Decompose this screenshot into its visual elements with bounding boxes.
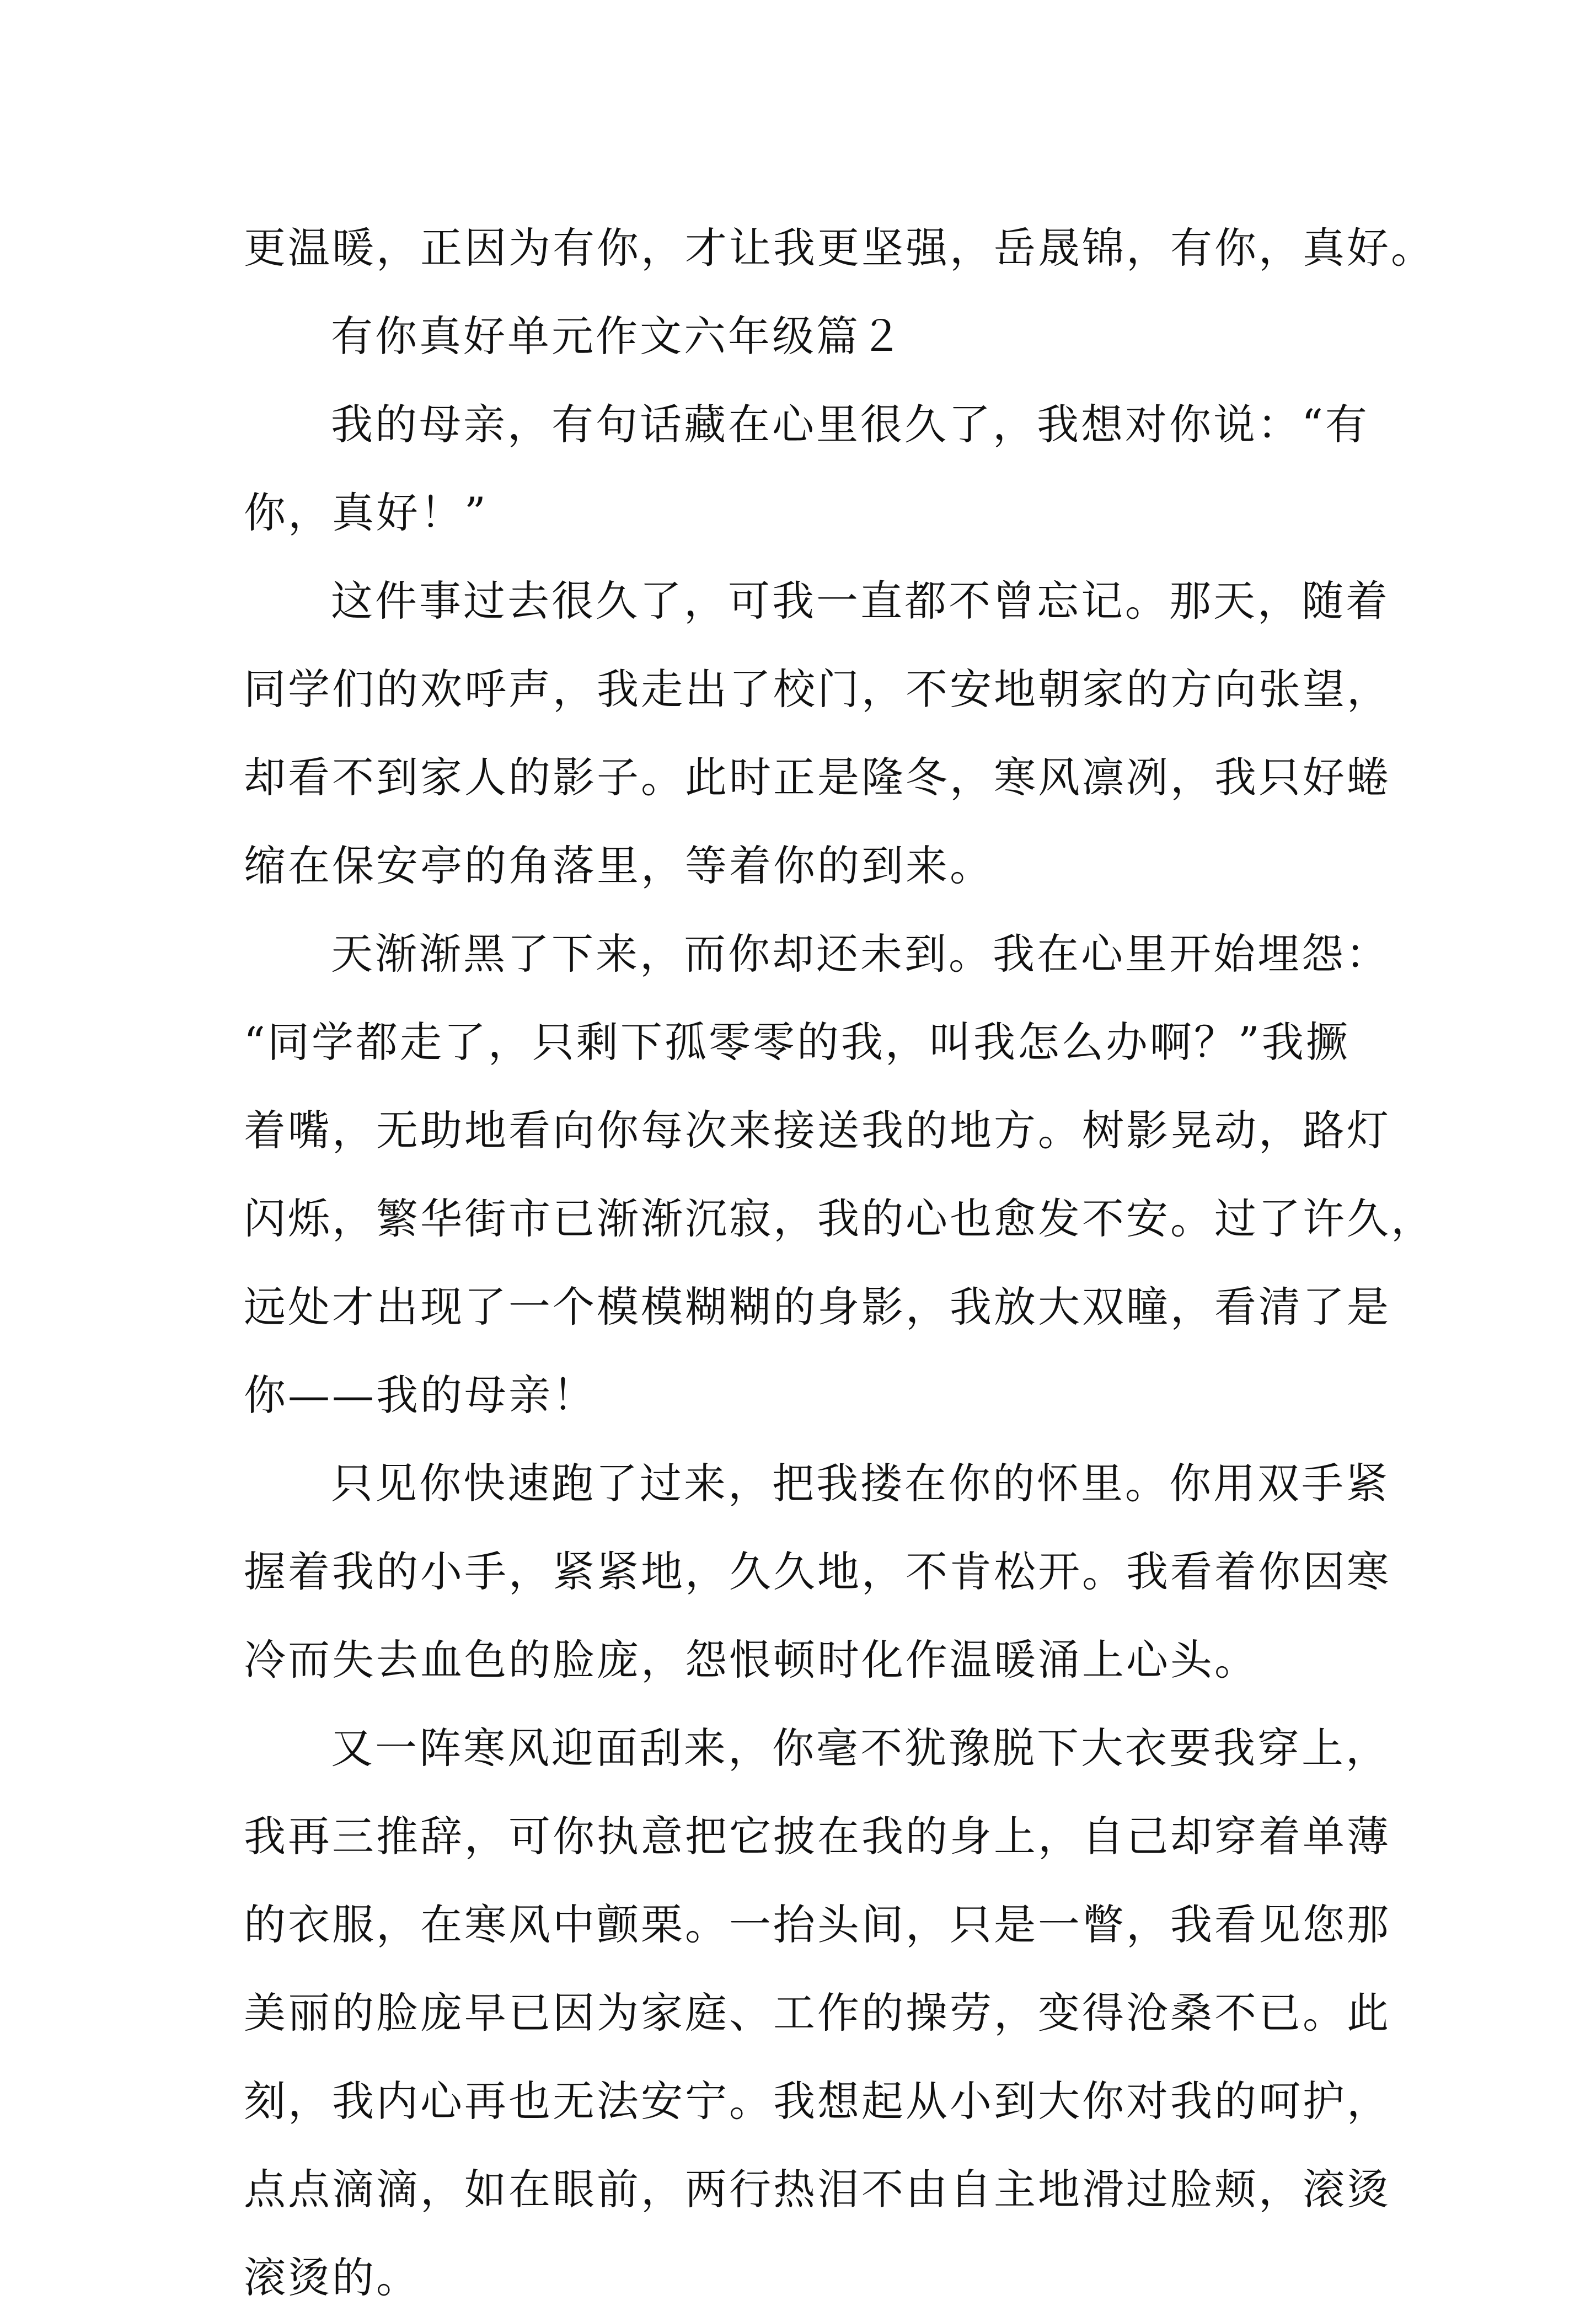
text-line: 闪烁，繁华街市已渐渐沉寂，我的心也愈发不安。过了许久，	[244, 1194, 1435, 1243]
text-line: 我再三推辞，可你执意把它披在我的身上，自己却穿着单薄	[244, 1812, 1391, 1861]
section-heading: 有你真好单元作文六年级篇２	[331, 312, 904, 361]
text-line: 远处才出现了一个模模糊糊的身影，我放大双瞳，看清了是	[244, 1282, 1391, 1331]
text-line: 同学们的欢呼声，我走出了校门，不安地朝家的方向张望，	[244, 665, 1391, 714]
text-line: 却看不到家人的影子。此时正是隆冬，寒风凛冽，我只好蜷	[244, 753, 1391, 802]
text-line: 握着我的小手，紧紧地，久久地，不肯松开。我看着你因寒	[244, 1547, 1391, 1596]
text-line: 你——我的母亲！	[244, 1371, 597, 1420]
text-line: 的衣服，在寒风中颤栗。一抬头间，只是一瞥，我看见您那	[244, 1900, 1391, 1949]
text-line: 缩在保安亭的角落里，等着你的到来。	[244, 841, 994, 890]
text-line: 更温暖，正因为有你，才让我更坚强，岳晟锦，有你，真好。	[244, 223, 1435, 272]
text-line: 着嘴，无助地看向你每次来接送我的地方。树影晃动，路灯	[244, 1106, 1391, 1155]
text-line: 刻，我内心再也无法安宁。我想起从小到大你对我的呵护，	[244, 2077, 1391, 2126]
document-body	[244, 204, 1435, 2322]
text-line: 只见你快速跑了过来，把我搂在你的怀里。你用双手紧	[331, 1459, 1390, 1508]
text-line: 你，真好！”	[244, 488, 488, 537]
text-line: 滚烫的。	[244, 2253, 420, 2302]
text-line: 点点滴滴，如在眼前，两行热泪不由自主地滑过脸颊，滚烫	[244, 2165, 1391, 2214]
text-line: 我的母亲，有句话藏在心里很久了，我想对你说：“有	[331, 400, 1369, 449]
text-line: 又一阵寒风迎面刮来，你毫不犹豫脱下大衣要我穿上，	[331, 1724, 1390, 1773]
text-line: 这件事过去很久了，可我一直都不曾忘记。那天，随着	[331, 576, 1390, 625]
text-line: “同学都走了，只剩下孤零零的我，叫我怎么办啊？”我撅	[244, 1018, 1350, 1067]
text-line: 冷而失去血色的脸庞，怨恨顿时化作温暖涌上心头。	[244, 1635, 1258, 1684]
text-line: 美丽的脸庞早已因为家庭、工作的操劳，变得沧桑不已。此	[244, 1988, 1391, 2037]
text-line: 天渐渐黑了下来，而你却还未到。我在心里开始埋怨：	[331, 929, 1390, 978]
